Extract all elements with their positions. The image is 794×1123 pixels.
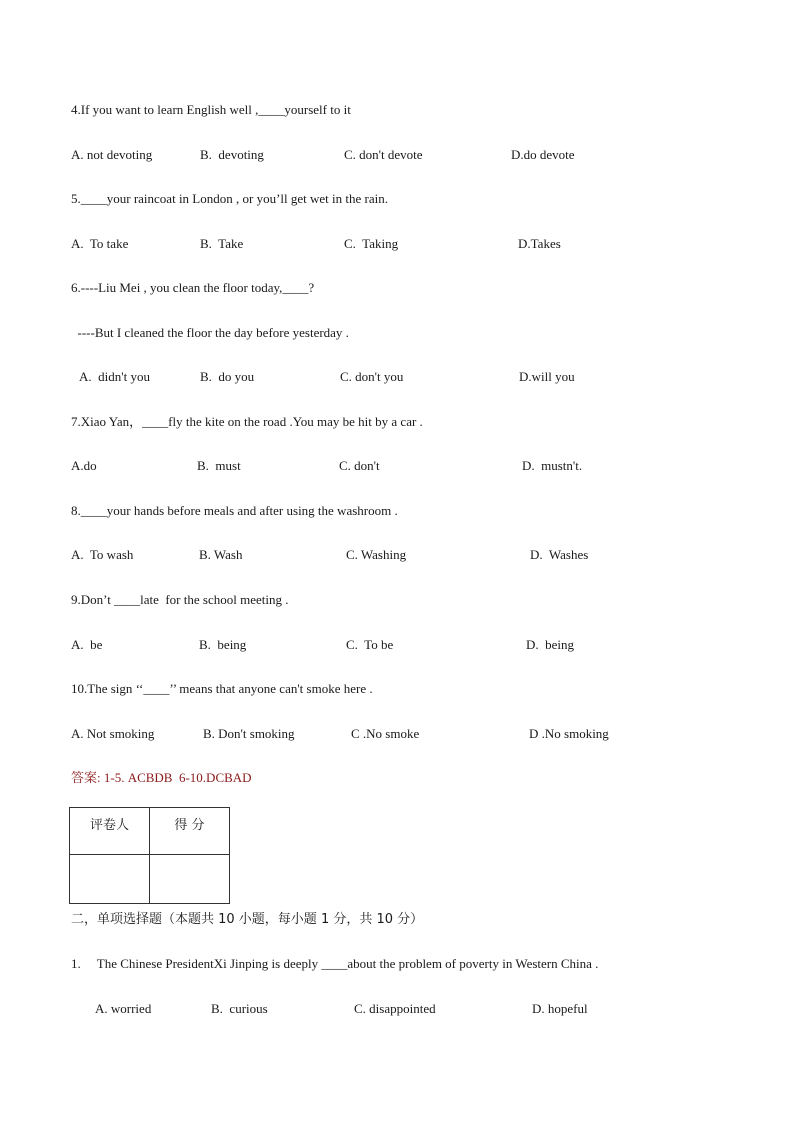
question-10-option-c[interactable]: C .No smoke — [351, 726, 420, 741]
question-6-stem: 6.----Liu Mei , you clean the floor today,____? — [71, 280, 315, 295]
score-header: 得 分 — [150, 808, 230, 855]
section2-question-1-option-b[interactable]: B. curious — [211, 1001, 268, 1016]
question-5-option-a[interactable]: A. To take — [71, 236, 129, 251]
question-9-option-b[interactable]: B. being — [199, 637, 247, 652]
score-table — [69, 807, 230, 904]
question-7-option-d[interactable]: D. mustn't. — [522, 458, 583, 473]
question-8-option-c[interactable]: C. Washing — [346, 547, 407, 562]
grader-cell[interactable] — [70, 855, 150, 904]
question-9-stem: 9.Don’t ____late for the school meeting . — [71, 592, 289, 607]
answer-key: 答案: 1-5. ACBDB 6-10.DCBAD — [71, 770, 252, 785]
question-6-reply: ----But I cleaned the floor the day before yesterday . — [71, 325, 349, 340]
section2-question-1-option-c[interactable]: C. disappointed — [354, 1001, 436, 1016]
question-7-stem: 7.Xiao Yan，____fly the kite on the road .You may be hit by a car . — [71, 414, 423, 429]
question-7-option-a[interactable]: A.do — [71, 458, 97, 473]
question-6-option-b[interactable]: B. do you — [200, 369, 255, 384]
question-10-stem: 10.The sign ‘‘____’’ means that anyone can't smoke here . — [71, 681, 373, 696]
question-10-option-b[interactable]: B. Don't smoking — [203, 726, 295, 741]
question-5-option-c[interactable]: C. Taking — [344, 236, 399, 251]
question-9-option-a[interactable]: A. be — [71, 637, 103, 652]
question-5-stem: 5.____your raincoat in London , or you’ll get wet in the rain. — [71, 191, 388, 206]
question-6-option-c[interactable]: C. don't you — [340, 369, 404, 384]
question-5-option-d[interactable]: D.Takes — [518, 236, 561, 251]
question-4-stem: 4.If you want to learn English well ,____yourself to it — [71, 102, 351, 117]
grader-header: 评卷人 — [70, 808, 150, 855]
question-9-option-c[interactable]: C. To be — [346, 637, 394, 652]
question-8-stem: 8.____your hands before meals and after using the washroom . — [71, 503, 398, 518]
question-9-option-d[interactable]: D. being — [526, 637, 575, 652]
question-7-option-b[interactable]: B. must — [197, 458, 241, 473]
question-10-option-d[interactable]: D .No smoking — [529, 726, 609, 741]
question-10-option-a[interactable]: A. Not smoking — [71, 726, 155, 741]
question-4-option-a[interactable]: A. not devoting — [71, 147, 153, 162]
section2-question-1-option-d[interactable]: D. hopeful — [532, 1001, 588, 1016]
question-4-option-d[interactable]: D.do devote — [511, 147, 575, 162]
section2-question-1-option-a[interactable]: A. worried — [95, 1001, 152, 1016]
question-5-option-b[interactable]: B. Take — [200, 236, 244, 251]
score-cell[interactable] — [150, 855, 230, 904]
question-6-option-a[interactable]: A. didn't you — [79, 369, 150, 384]
section-title: 二，单项选择题（本题共 10 小题，每小题 1 分，共 10 分） — [71, 912, 424, 927]
question-8-option-d[interactable]: D. Washes — [530, 547, 589, 562]
question-4-option-b[interactable]: B. devoting — [200, 147, 264, 162]
question-7-option-c[interactable]: C. don't — [339, 458, 380, 473]
question-6-option-d[interactable]: D.will you — [519, 369, 575, 384]
section2-question-1-stem: 1. The Chinese PresidentXi Jinping is deeply ____about the problem of poverty in Western China . — [71, 956, 599, 971]
question-4-option-c[interactable]: C. don't devote — [344, 147, 423, 162]
question-8-option-b[interactable]: B. Wash — [199, 547, 243, 562]
question-8-option-a[interactable]: A. To wash — [71, 547, 134, 562]
